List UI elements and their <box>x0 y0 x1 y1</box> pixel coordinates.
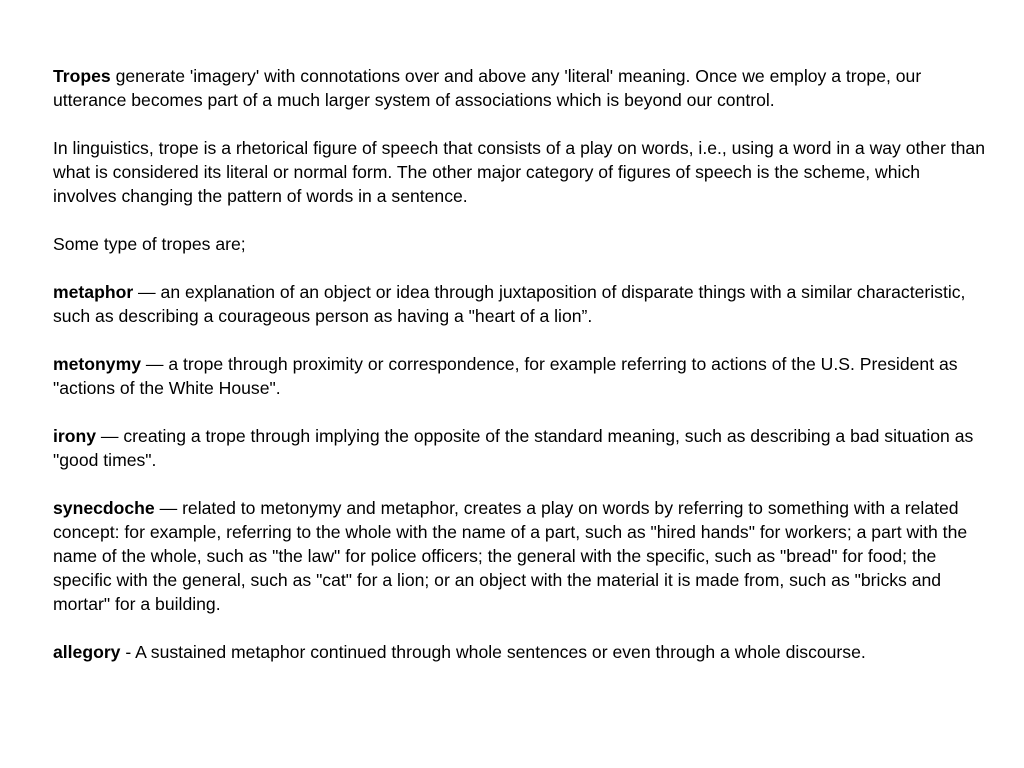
trope-definition: — an explanation of an object or idea through juxtaposition of disparate things with a similar characteristic, such as describing a courageous person as having a "heart of a lion”. <box>53 282 966 326</box>
document-body <box>53 64 988 664</box>
trope-term: metaphor <box>53 282 134 302</box>
trope-irony <box>53 424 988 472</box>
trope-term: synecdoche <box>53 498 155 518</box>
trope-allegory <box>53 640 988 664</box>
intro-paragraph <box>53 64 988 112</box>
intro-text: generate 'imagery' with connotations over and above any 'literal' meaning. Once we employ a trope, our utterance becomes part of a much larger system of associations which is beyond our control. <box>53 66 922 110</box>
list-intro-text: Some type of tropes are; <box>53 234 246 254</box>
trope-synecdoche <box>53 496 988 616</box>
trope-definition: — a trope through proximity or correspondence, for example referring to actions of the U.S. President as "actions of the White House". <box>53 354 958 398</box>
trope-term: irony <box>53 426 97 446</box>
intro-term: Tropes <box>53 66 111 86</box>
trope-definition: - A sustained metaphor continued through whole sentences or even through a whole discourse. <box>120 642 866 662</box>
trope-term: metonymy <box>53 354 141 374</box>
trope-metonymy <box>53 352 988 400</box>
trope-term: allegory <box>53 642 121 662</box>
trope-metaphor <box>53 280 988 328</box>
linguistics-paragraph <box>53 136 988 208</box>
linguistics-text: In linguistics, trope is a rhetorical figure of speech that consists of a play on words, i.e., using a word in a way other than what is considered its literal or normal form. The other major category of figures of speech is the scheme, which involves changing the pattern of words in a sentence. <box>53 138 985 206</box>
trope-definition: — related to metonymy and metaphor, creates a play on words by referring to something with a related concept: for example, referring to the whole with the name of a part, such as "hired hands" for workers; a part with the name of the whole, such as "the law" for police officers; the general with the specific, such as "bread" for food; the specific with the general, such as "cat" for a lion; or an object with the material it is made from, such as "bricks and mortar" for a building. <box>53 498 968 614</box>
trope-definition: — creating a trope through implying the opposite of the standard meaning, such as describing a bad situation as "good times". <box>53 426 974 470</box>
list-intro-paragraph <box>53 232 988 256</box>
